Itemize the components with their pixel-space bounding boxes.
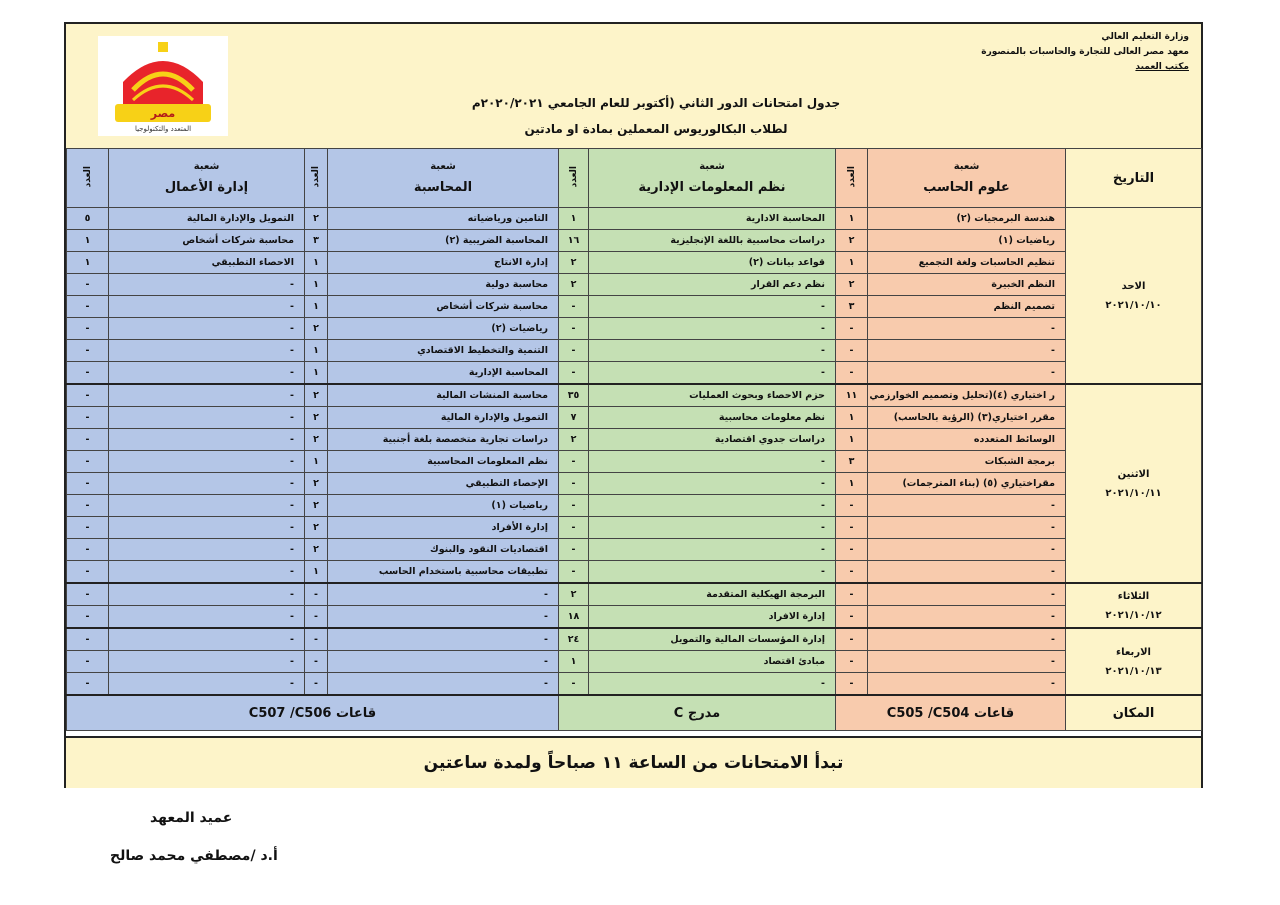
table-row — [67, 606, 1202, 629]
business-subject-cell: - — [109, 561, 305, 584]
cs-subject-cell: الوسائط المتعدده — [868, 429, 1066, 451]
mis-count-cell: - — [559, 561, 589, 584]
ministry-name: وزارة التعليم العالي — [1101, 32, 1189, 42]
cs-count-cell: - — [836, 606, 868, 629]
cs-name: علوم الحاسب — [923, 180, 1010, 195]
business-count-header — [67, 149, 109, 208]
mis-count-label: العدد — [568, 165, 579, 188]
logo-icon — [103, 38, 223, 134]
accounting-subject-cell: رياضيات (٢) — [328, 318, 559, 340]
table-row — [67, 673, 1202, 696]
cs-count-cell: ١ — [836, 208, 868, 230]
mis-subject-cell: - — [589, 561, 836, 584]
cs-count-cell: - — [836, 561, 868, 584]
mis-label: شعبة — [699, 161, 725, 172]
mis-subject-cell: - — [589, 318, 836, 340]
mis-subject-cell: مبادئ اقتصاد — [589, 651, 836, 673]
accounting-count-cell: ٢ — [305, 208, 328, 230]
mis-subject-cell: قواعد بيانات (٢) — [589, 252, 836, 274]
institute-logo — [98, 36, 228, 136]
business-count-cell: - — [67, 561, 109, 584]
cs-subject-cell: - — [868, 495, 1066, 517]
accounting-count-cell: - — [305, 583, 328, 606]
business-subject-cell: - — [109, 274, 305, 296]
accounting-subject-cell: نظم المعلومات المحاسبية — [328, 451, 559, 473]
mis-subject-cell: - — [589, 451, 836, 473]
cs-count-header — [836, 149, 868, 208]
table-row — [67, 429, 1202, 451]
accounting-count-cell: - — [305, 673, 328, 696]
cs-count-cell: - — [836, 362, 868, 385]
business-count-cell: - — [67, 318, 109, 340]
accounting-count-cell: ١ — [305, 340, 328, 362]
accounting-count-cell: ٢ — [305, 384, 328, 407]
cs-count-cell: - — [836, 318, 868, 340]
accounting-subject-cell: تطبيقات محاسبية باستخدام الحاسب — [328, 561, 559, 584]
cs-count-cell: ١ — [836, 429, 868, 451]
accounting-count-label: العدد — [311, 165, 321, 188]
logo-wordmark: مصر — [150, 107, 176, 120]
business-label: شعبة — [193, 161, 220, 172]
business-count-cell: - — [67, 651, 109, 673]
business-count-cell: - — [67, 384, 109, 407]
accounting-count-cell: - — [305, 651, 328, 673]
cs-subject-cell: هندسة البرمجيات (٢) — [868, 208, 1066, 230]
cs-count-cell: - — [836, 340, 868, 362]
cs-subject-cell: مقرر اختياري(٣) (الرؤية بالحاسب) — [868, 407, 1066, 429]
mis-subject-cell: - — [589, 673, 836, 696]
business-subject-cell: - — [109, 407, 305, 429]
accounting-count-cell: ٢ — [305, 495, 328, 517]
accounting-subject-cell: محاسبة المنشات المالية — [328, 384, 559, 407]
mis-subject-cell: نظم دعم القرار — [589, 274, 836, 296]
table-row — [67, 318, 1202, 340]
mis-subject-cell: - — [589, 517, 836, 539]
table-row — [67, 407, 1202, 429]
mis-subject-cell: البرمجة الهيكلية المتقدمة — [589, 583, 836, 606]
place-cs: قاعات C505 /C504 — [836, 695, 1066, 731]
mis-subject-cell: - — [589, 296, 836, 318]
cs-count-cell: - — [836, 651, 868, 673]
place-row — [67, 695, 1202, 731]
business-subject-cell: - — [109, 539, 305, 561]
cs-subject-cell: - — [868, 517, 1066, 539]
accounting-count-cell: ١ — [305, 252, 328, 274]
place-label: المكان — [1066, 695, 1202, 731]
mis-count-cell: ٢ — [559, 429, 589, 451]
mis-subject-cell: - — [589, 539, 836, 561]
business-count-cell: - — [67, 583, 109, 606]
business-subject-cell: محاسبة شركات أشخاص — [109, 230, 305, 252]
table-row — [67, 539, 1202, 561]
business-subject-cell: - — [109, 340, 305, 362]
cs-count-cell: - — [836, 673, 868, 696]
accounting-count-cell: ٣ — [305, 230, 328, 252]
title-line-1: جدول امتحانات الدور الثاني (أكتوبر للعام الجامعي ٢٠٢٠/٢٠٢١م — [471, 96, 841, 110]
mis-count-cell: - — [559, 539, 589, 561]
table-row — [67, 583, 1202, 606]
mis-subject-cell: - — [589, 362, 836, 385]
mis-count-cell: - — [559, 340, 589, 362]
day-name: الاثنين — [1117, 468, 1150, 480]
table-row — [67, 517, 1202, 539]
mis-subject-cell: دراسات محاسبية باللغة الإنجليزية — [589, 230, 836, 252]
cs-subject-cell: تصميم النظم — [868, 296, 1066, 318]
business-count-cell: - — [67, 539, 109, 561]
business-count-cell: - — [67, 517, 109, 539]
business-count-cell: - — [67, 673, 109, 696]
mis-count-cell: - — [559, 517, 589, 539]
accounting-subject-cell: التمويل والإدارة المالية — [328, 407, 559, 429]
business-subject-cell: - — [109, 451, 305, 473]
mis-count-cell: - — [559, 362, 589, 385]
accounting-count-cell: ٢ — [305, 429, 328, 451]
office-name: مكتب العميد — [1135, 62, 1189, 72]
business-count-cell: ٥ — [67, 208, 109, 230]
cs-label: شعبة — [953, 161, 980, 172]
mis-count-cell: ١٨ — [559, 606, 589, 629]
mis-count-cell: ١ — [559, 651, 589, 673]
cs-count-cell: ٣ — [836, 296, 868, 318]
business-count-cell: - — [67, 340, 109, 362]
mis-subject-cell: حزم الاحصاء وبحوث العمليات — [589, 384, 836, 407]
business-subject-cell: - — [109, 318, 305, 340]
business-count-cell: - — [67, 429, 109, 451]
accounting-subject-cell: دراسات تجارية متخصصة بلغة أجنبية — [328, 429, 559, 451]
table-row — [67, 296, 1202, 318]
accounting-count-cell: ٢ — [305, 318, 328, 340]
accounting-subject-cell: الإحصاء التطبيقي — [328, 473, 559, 495]
table-row — [67, 274, 1202, 296]
cs-header — [868, 149, 1066, 208]
cs-subject-cell: - — [868, 362, 1066, 385]
business-name: إدارة الأعمال — [164, 180, 249, 195]
business-subject-cell: - — [109, 362, 305, 385]
day-date: ٢٠٢١/١٠/١٣ — [1105, 665, 1162, 677]
mis-count-cell: - — [559, 495, 589, 517]
mis-count-cell: - — [559, 296, 589, 318]
cs-count-cell: ١١ — [836, 384, 868, 407]
mis-count-cell: - — [559, 451, 589, 473]
accounting-count-cell: ١ — [305, 451, 328, 473]
accounting-count-cell: ٢ — [305, 517, 328, 539]
business-subject-cell: الاحصاء التطبيقي — [109, 252, 305, 274]
accounting-subject-cell: - — [328, 673, 559, 696]
accounting-count-cell: ٢ — [305, 473, 328, 495]
cs-count-cell: ١ — [836, 407, 868, 429]
table-row — [67, 340, 1202, 362]
cs-count-cell: - — [836, 583, 868, 606]
place-mis: مدرج C — [559, 695, 836, 731]
issuer-block — [981, 30, 1189, 75]
mis-count-header — [559, 149, 589, 208]
accounting-header — [328, 149, 559, 208]
cs-subject-cell: - — [868, 628, 1066, 651]
business-subject-cell: التمويل والإدارة المالية — [109, 208, 305, 230]
accounting-subject-cell: اقتصاديات النقود والبنوك — [328, 539, 559, 561]
accounting-count-cell: - — [305, 628, 328, 651]
cs-subject-cell: رياضيات (١) — [868, 230, 1066, 252]
mis-subject-cell: دراسات جدوي اقتصادية — [589, 429, 836, 451]
table-row — [67, 651, 1202, 673]
business-count-cell: - — [67, 451, 109, 473]
mis-count-cell: ٢ — [559, 252, 589, 274]
date-header: التاريخ — [1066, 149, 1202, 208]
cs-subject-cell: - — [868, 318, 1066, 340]
table-row — [67, 208, 1202, 230]
accounting-subject-cell: - — [328, 651, 559, 673]
day-cell — [1066, 384, 1202, 583]
accounting-count-cell: ١ — [305, 362, 328, 385]
accounting-subject-cell: محاسبة دولية — [328, 274, 559, 296]
cs-subject-cell: النظم الخبيرة — [868, 274, 1066, 296]
place-accounting-business: قاعات C507 /C506 — [67, 695, 559, 731]
accounting-subject-cell: إدارة الانتاج — [328, 252, 559, 274]
mis-subject-cell: نظم معلومات محاسبية — [589, 407, 836, 429]
mis-count-cell: ٢ — [559, 274, 589, 296]
cs-count-cell: ١ — [836, 252, 868, 274]
business-subject-cell: - — [109, 628, 305, 651]
accounting-count-header — [305, 149, 328, 208]
accounting-subject-cell: - — [328, 583, 559, 606]
mis-subject-cell: إدارة الافراد — [589, 606, 836, 629]
business-subject-cell: - — [109, 606, 305, 629]
signature-name: أ.د /مصطفي محمد صالح — [110, 848, 278, 864]
mis-count-cell: ٧ — [559, 407, 589, 429]
accounting-count-cell: ١ — [305, 561, 328, 584]
cs-count-cell: - — [836, 495, 868, 517]
day-cell — [1066, 583, 1202, 628]
business-count-cell: - — [67, 473, 109, 495]
cs-subject-cell: - — [868, 561, 1066, 584]
cs-count-cell: ١ — [836, 473, 868, 495]
day-date: ٢٠٢١/١٠/١٢ — [1105, 609, 1162, 621]
signature-title: عميد المعهد — [150, 810, 233, 826]
exam-schedule-table — [66, 148, 1202, 731]
mis-count-cell: ١ — [559, 208, 589, 230]
day-date: ٢٠٢١/١٠/١٠ — [1105, 299, 1162, 311]
day-name: الثلاثاء — [1117, 590, 1150, 602]
title-line-2: لطلاب البكالوريوس المعملين بمادة او مادتين — [524, 122, 788, 136]
cs-count-cell: - — [836, 539, 868, 561]
accounting-label: شعبة — [430, 161, 456, 172]
business-header — [109, 149, 305, 208]
mis-count-cell: - — [559, 318, 589, 340]
cs-subject-cell: - — [868, 340, 1066, 362]
cs-subject-cell: - — [868, 539, 1066, 561]
business-count-cell: - — [67, 362, 109, 385]
day-cell — [1066, 208, 1202, 385]
cs-subject-cell: تنظيم الحاسبات ولغة التجميع — [868, 252, 1066, 274]
accounting-count-cell: ٢ — [305, 407, 328, 429]
table-row — [67, 473, 1202, 495]
cs-subject-cell: - — [868, 651, 1066, 673]
accounting-subject-cell: - — [328, 606, 559, 629]
mis-count-cell: - — [559, 673, 589, 696]
cs-count-cell: - — [836, 628, 868, 651]
document-header — [66, 24, 1201, 150]
table-header-row — [67, 149, 1202, 208]
accounting-subject-cell: المحاسبة الإدارية — [328, 362, 559, 385]
cs-count-cell: ٢ — [836, 230, 868, 252]
mis-subject-cell: - — [589, 473, 836, 495]
table-row — [67, 230, 1202, 252]
mis-count-cell: ١٦ — [559, 230, 589, 252]
mis-count-cell: - — [559, 473, 589, 495]
cs-subject-cell: برمجة الشبكات — [868, 451, 1066, 473]
accounting-subject-cell: رياضيات (١) — [328, 495, 559, 517]
business-count-cell: ١ — [67, 230, 109, 252]
accounting-count-cell: - — [305, 606, 328, 629]
business-subject-cell: - — [109, 384, 305, 407]
table-row — [67, 561, 1202, 584]
cs-subject-cell: - — [868, 606, 1066, 629]
cs-count-cell: ٢ — [836, 274, 868, 296]
mis-name: نظم المعلومات الإدارية — [638, 180, 786, 195]
day-cell — [1066, 628, 1202, 695]
mis-count-cell: ٢٤ — [559, 628, 589, 651]
business-subject-cell: - — [109, 429, 305, 451]
accounting-count-cell: ١ — [305, 296, 328, 318]
accounting-subject-cell: التامين ورياضياته — [328, 208, 559, 230]
accounting-subject-cell: محاسبة شركات أشخاص — [328, 296, 559, 318]
business-subject-cell: - — [109, 673, 305, 696]
mis-header — [589, 149, 836, 208]
accounting-subject-cell: المحاسبة الضريبية (٢) — [328, 230, 559, 252]
logo-subtext: المتعدد والتكنولوجيا — [134, 125, 192, 133]
cs-subject-cell: - — [868, 673, 1066, 696]
day-date: ٢٠٢١/١٠/١١ — [1105, 487, 1162, 499]
business-subject-cell: - — [109, 517, 305, 539]
accounting-name: المحاسبة — [413, 180, 473, 195]
cs-subject-cell: ر اختياري (٤)(تحليل وتصميم الخوارزمي — [868, 384, 1066, 407]
mis-subject-cell: إدارة المؤسسات المالية والتمويل — [589, 628, 836, 651]
mis-subject-cell: المحاسبة الادارية — [589, 208, 836, 230]
cs-count-label: العدد — [846, 165, 857, 188]
business-count-cell: - — [67, 628, 109, 651]
accounting-count-cell: ١ — [305, 274, 328, 296]
mis-count-cell: ٢ — [559, 583, 589, 606]
table-row — [67, 252, 1202, 274]
business-count-cell: - — [67, 296, 109, 318]
business-subject-cell: - — [109, 495, 305, 517]
table-row — [67, 451, 1202, 473]
business-subject-cell: - — [109, 583, 305, 606]
accounting-subject-cell: إدارة الأفراد — [328, 517, 559, 539]
business-count-cell: - — [67, 606, 109, 629]
mis-subject-cell: - — [589, 340, 836, 362]
table-row — [67, 495, 1202, 517]
cs-count-cell: - — [836, 517, 868, 539]
institute-name: معهد مصر العالى للتجارة والحاسبات بالمنصورة — [981, 47, 1189, 57]
business-subject-cell: - — [109, 473, 305, 495]
exam-time-note: تبدأ الامتحانات من الساعة ١١ صباحاً ولمدة ساعتين — [66, 736, 1201, 788]
business-count-cell: - — [67, 495, 109, 517]
business-count-label: العدد — [82, 165, 93, 188]
table-row — [67, 384, 1202, 407]
accounting-count-cell: ٢ — [305, 539, 328, 561]
business-count-cell: ١ — [67, 252, 109, 274]
table-row — [67, 628, 1202, 651]
business-subject-cell: - — [109, 296, 305, 318]
day-name: الاربعاء — [1116, 646, 1151, 658]
mis-count-cell: ٣٥ — [559, 384, 589, 407]
accounting-subject-cell: التنمية والتخطيط الاقتصادي — [328, 340, 559, 362]
cs-subject-cell: - — [868, 583, 1066, 606]
mis-subject-cell: - — [589, 495, 836, 517]
business-count-cell: - — [67, 407, 109, 429]
day-name: الاحد — [1121, 280, 1146, 292]
table-row — [67, 362, 1202, 385]
business-count-cell: - — [67, 274, 109, 296]
cs-count-cell: ٣ — [836, 451, 868, 473]
business-subject-cell: - — [109, 651, 305, 673]
accounting-subject-cell: - — [328, 628, 559, 651]
document-title — [396, 90, 916, 142]
cs-subject-cell: مقراختياري (٥) (بناء المترجمات) — [868, 473, 1066, 495]
